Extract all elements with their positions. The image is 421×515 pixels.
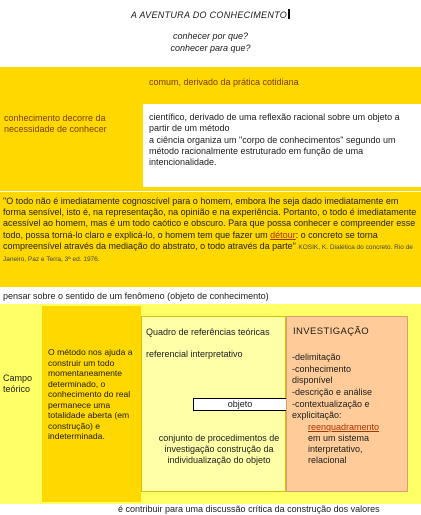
common-knowledge-text: comum, derivado da prática cotidiana [149,77,299,87]
quote-reference: KOSIK, K. Dialética do concreto. Rio de Janeiro, Paz e Terra, 3ª ed. 1976. [3,243,413,264]
investigation-title: INVESTIGAÇÃO [293,326,370,337]
investigation-delimitacao: -delimitação [292,352,341,362]
procedures-text: conjunto de procedimentos de investigação construção da individualização do objeto [158,433,280,465]
phenomenon-text: pensar sobre o sentido de um fenômeno (objeto de conhecimento) [3,291,269,301]
frame-subtitle: referencial interpretativo [146,349,243,359]
investigation-conhecimento: -conhecimento disponível [292,364,352,385]
scientific-knowledge-text: científico, derivado de uma reflexão racional sobre um objeto a partir de um método [149,112,400,133]
method-box [42,306,141,502]
text-cursor [288,9,290,19]
page-title: A AVENTURA DO CONHECIMENTO [0,9,421,20]
method-text: O método nos ajuda a construir um todo momentaneamente determinado, o conhecimento do real permanece uma totalidade aberta (em construção) e indeterminada. [48,347,133,441]
objeto-box: objeto [193,398,287,411]
scientific-knowledge-box [143,104,421,187]
quote-section [0,192,421,287]
investigation-sistema: em um sistema interpretativo, relacional [308,433,370,465]
frame-title: Quadro de referências teóricas [146,327,270,337]
investigation-box [286,316,408,492]
question-what-for: conhecer para que? [170,43,251,53]
investigation-descricao: -descrição e análise [292,387,373,397]
knowledge-origin-label: conhecimento decorre da necessidade de conhecer [4,113,107,134]
reenquadramento-word: reenquadramento [308,422,380,432]
header [0,0,421,66]
detour-word: détour [270,229,296,240]
question-why: conhecer por que? [172,31,249,41]
science-organizes-text: a ciência organiza um "corpo de conhecimentos" segundo um método racionalmente estruturado em função de uma intencionalidade. [149,135,396,167]
investigation-contextualizacao: -contextualização e explicitação: [292,399,370,420]
campo-teorico-label: Campo teórico [3,373,33,394]
kosik-quote: "O todo não é imediatamente cognoscível para o homem, embora lhe seja dado imediatamente em forma sensível, isto é, na representação, na opinião e na experiência. Portanto, o todo é imediatamente acessível ao homem, mas é um todo caótico e obscuro. Para que possa conhecer e compreender esse todo, possa torná-lo claro e explicá-lo, o homem tem que fazer um détour: o concreto se torna compreensível através da mediação do abstrato, o todo através da parte" KOSIK, K. Dialética do concreto. Rio de Janeiro, Paz e Terra, 3ª ed. 1976. [3,196,417,264]
common-knowledge-box [143,70,418,94]
footer-text: é contribuir para uma discussão crítica da construção dos valores [118,504,380,514]
